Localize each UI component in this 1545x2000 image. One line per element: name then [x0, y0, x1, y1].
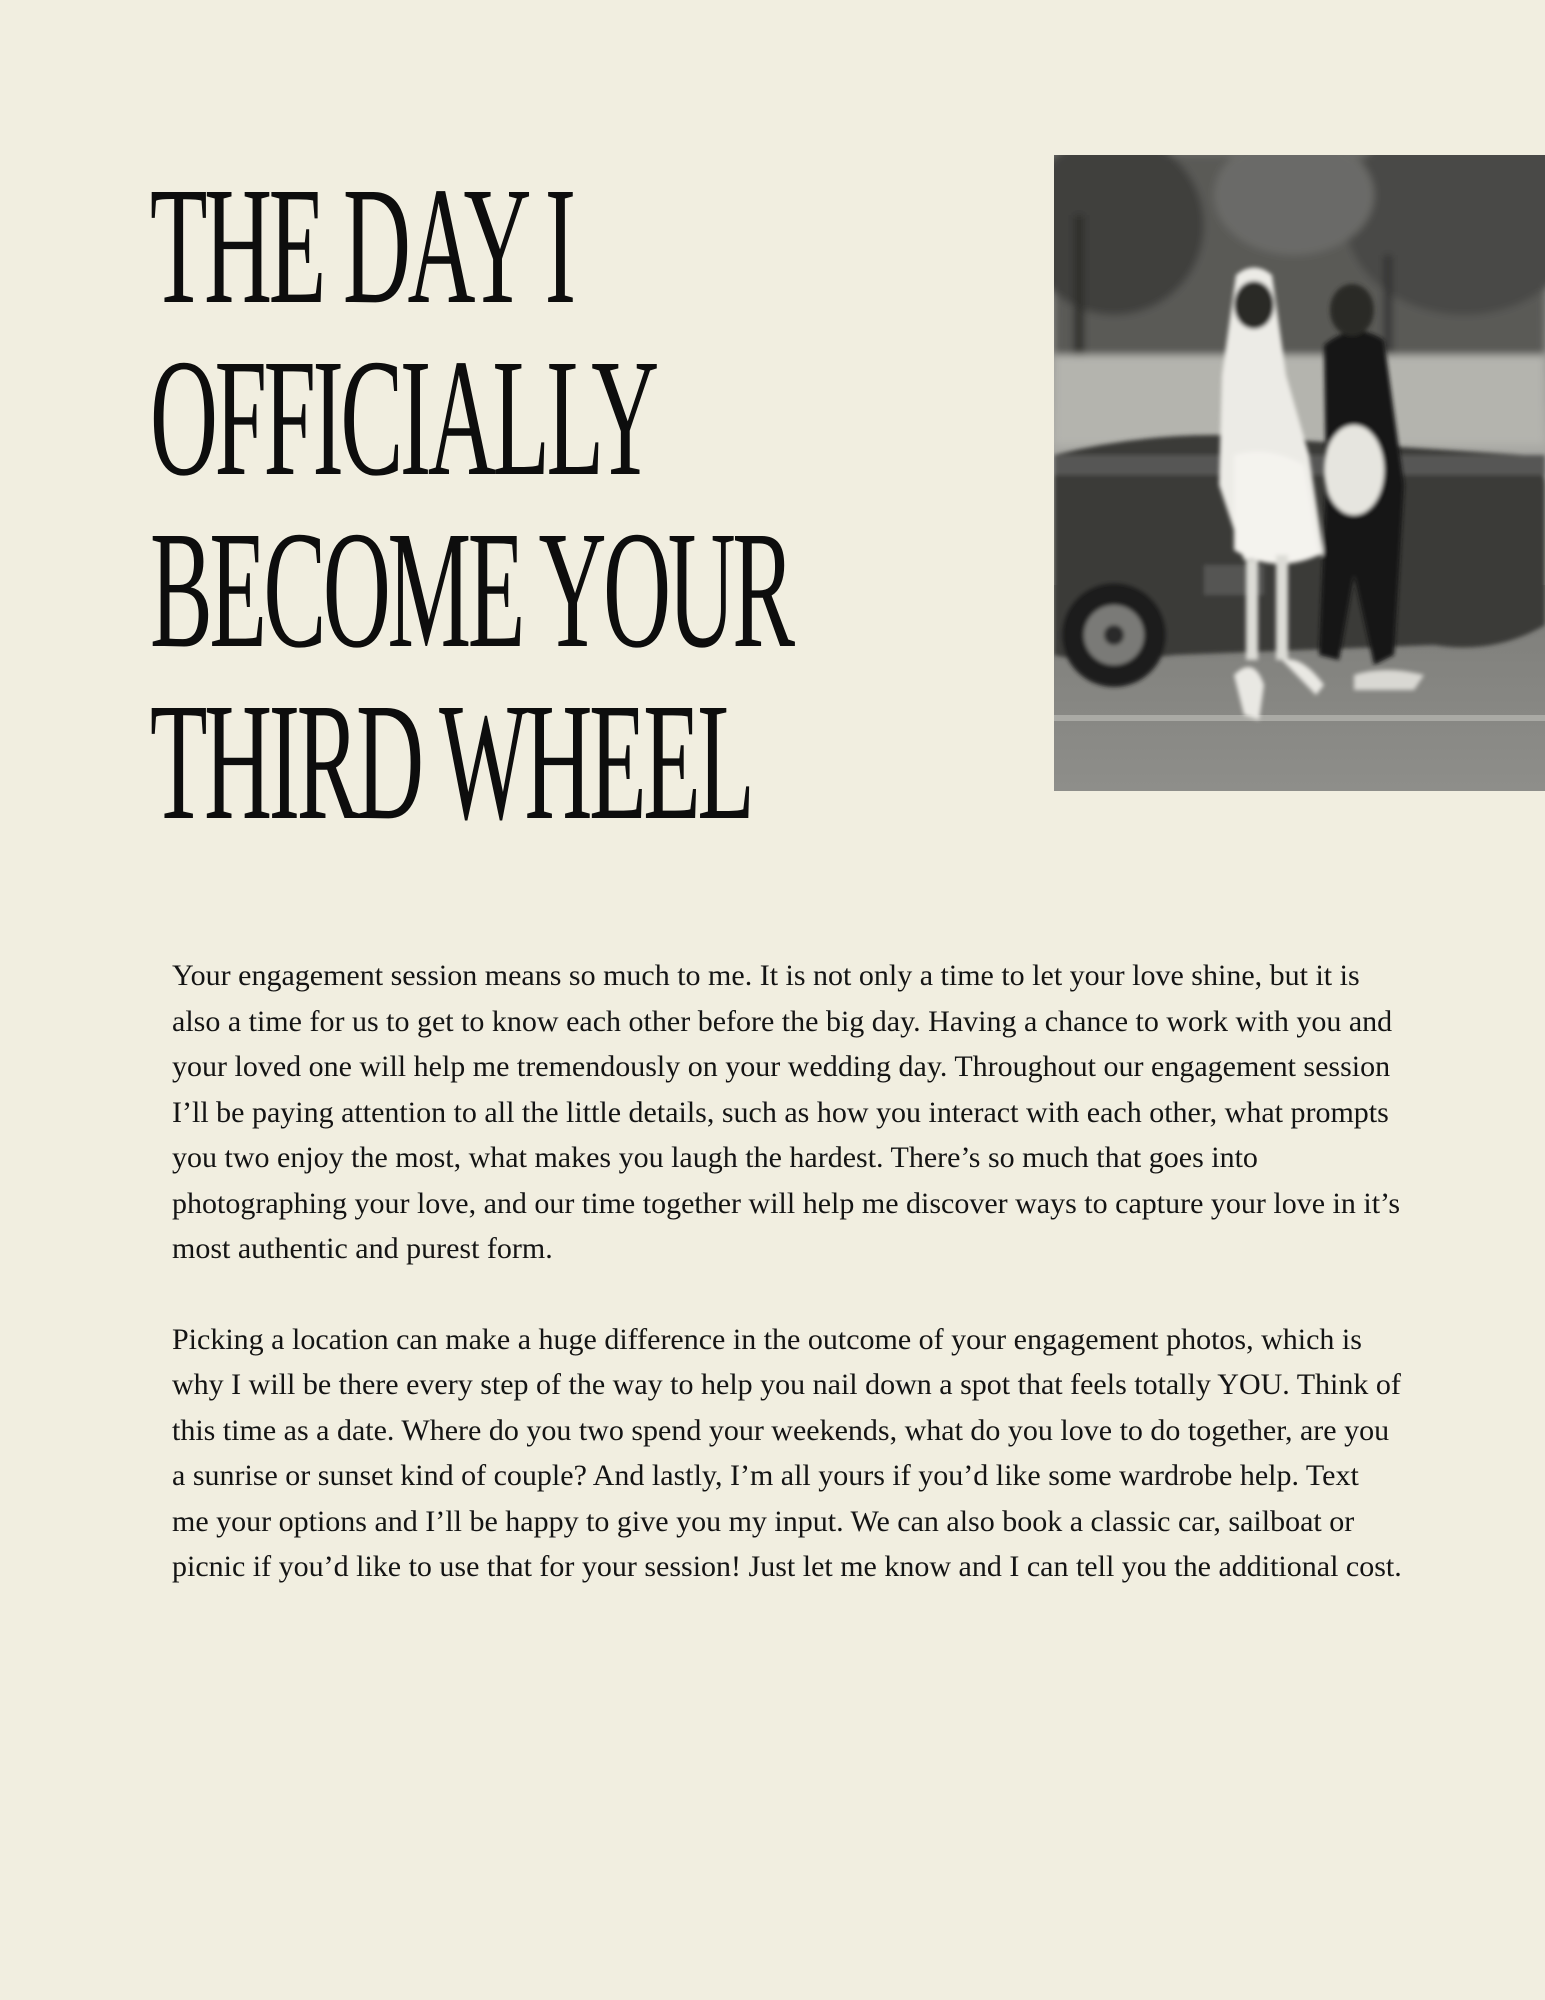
paragraph-picking-location: Picking a location can make a huge difference in the outcome of your engagement photos, which is why I will be there every step of the way to help you nail down a spot that feels totally YOU. Think of this time as a date. Where do you two spend your weekends, what do you love to do together, are you a sunrise or sunset kind of couple? And lastly, I’m all yours if you’d like some wardrobe help. Text me your options and I’ll be happy to give you my input. We can also book a classic car, sailboat or picnic if you’d like to use that for your session! Just let me know and I can tell you the additional cost.	[172, 1322, 1402, 1583]
headline-line-3: BECOME YOUR	[150, 497, 792, 683]
paragraph-engagement-session: Your engagement session means so much to me. It is not only a time to let your love shine, but it is also a time for us to get to know each other before the big day. Having a chance to work with you and your loved one will help me tremendously on your wedding day. Throughout our engagement session I’ll be paying attention to all the little details, such as how you interact with each other, what prompts you two enjoy the most, what makes you laugh the hardest. There’s so much that goes into photographing your love, and our time together will help me discover ways to capture your love in it’s most authentic and purest form.	[172, 959, 1401, 1265]
couple-with-classic-car-photo	[1054, 155, 1545, 791]
headline-line-2: OFFICIALLY	[150, 325, 656, 511]
photo-illustration	[1054, 155, 1545, 791]
body-text	[172, 953, 1402, 1635]
headline-line-4: THIRD WHEEL	[150, 669, 752, 855]
headline-line-1: THE DAY I	[150, 153, 573, 339]
page-headline	[150, 153, 1020, 855]
